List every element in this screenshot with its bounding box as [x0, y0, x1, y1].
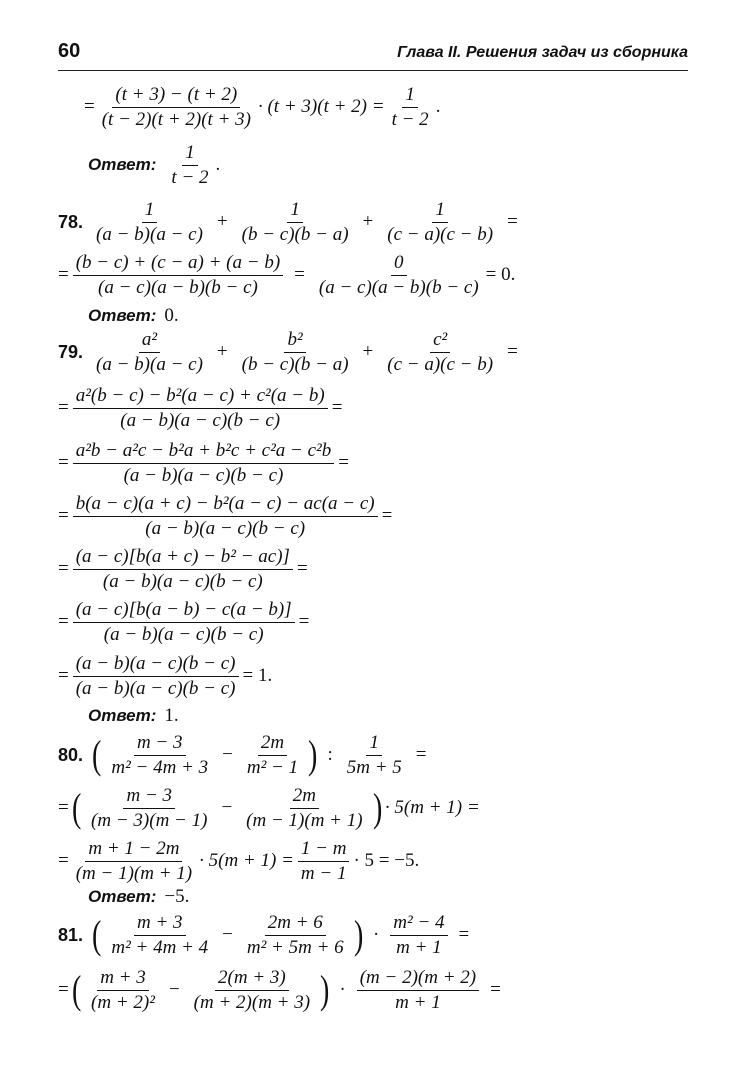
running-title: Глава II. Решения задач из сборника [397, 44, 688, 61]
numerator: (m − 2)(m + 2) [357, 968, 479, 991]
numerator: 1 [287, 200, 303, 223]
equals-sign: = [507, 341, 518, 363]
fraction [73, 441, 335, 486]
fraction [344, 733, 405, 778]
problem-78-line-2 [58, 253, 515, 298]
numerator: a²(b − c) − b²(a − c) + c²(a − b) [73, 386, 328, 409]
fraction [298, 839, 350, 884]
step-tail: = [298, 611, 310, 633]
numerator: m² − 4 [390, 913, 447, 936]
plus-sign: + [216, 211, 228, 233]
step-79-4 [58, 547, 308, 592]
right-paren: ) [320, 967, 330, 1013]
denominator: m² − 4m + 3 [111, 756, 209, 778]
page-header [58, 36, 688, 71]
denominator: m − 1 [300, 862, 347, 884]
equals-sign: = [58, 452, 69, 474]
right-paren: ) [308, 732, 318, 778]
period: . [215, 154, 221, 176]
numerator: m + 3 [134, 913, 186, 936]
equals-sign: = [58, 797, 69, 819]
denominator: (b − c)(b − a) [241, 353, 349, 375]
denominator: (t − 2)(t + 2)(t + 3) [101, 108, 251, 130]
equals-sign: = [58, 979, 69, 1001]
page-number: 60 [58, 40, 81, 62]
equals-sign: = [507, 211, 518, 233]
fraction [243, 786, 365, 831]
equals-sign: = [294, 264, 305, 286]
denominator: (m + 2)² [91, 991, 155, 1013]
step-tail: = [381, 505, 393, 527]
fraction [244, 913, 347, 958]
numerator: 2m [290, 786, 319, 809]
fraction [316, 253, 482, 298]
fraction [88, 968, 158, 1013]
step-tail: = [331, 397, 343, 419]
denominator: (m − 1)(m + 1) [246, 809, 363, 831]
denominator: 5m + 5 [346, 756, 402, 778]
fraction [99, 85, 254, 130]
fraction [88, 786, 210, 831]
equals-sign: = [58, 264, 69, 286]
fraction [73, 839, 195, 884]
numerator: b(a − c)(a + c) − b²(a − c) − ac(a − c) [73, 494, 378, 517]
denominator: (c − a)(c − b) [387, 353, 494, 375]
expression-text: · 5(m + 1) = [384, 797, 480, 819]
problem-80-line-3 [58, 839, 419, 884]
denominator: m² − 1 [246, 756, 299, 778]
answer-78 [88, 305, 179, 327]
step-79-2 [58, 441, 349, 486]
numerator: b² [284, 330, 305, 353]
answer-value: 1. [164, 705, 179, 726]
answer-label: Ответ: [88, 306, 157, 325]
problem-81-line-1 [58, 913, 476, 958]
problem-number: 78. [58, 211, 84, 232]
answer-80 [88, 886, 189, 908]
answer-value: 0. [164, 305, 179, 326]
equals-sign: = [58, 665, 69, 687]
fraction [191, 968, 313, 1013]
problem-number: 81. [58, 924, 84, 945]
problem-78-line-1 [58, 200, 525, 245]
right-paren: ) [353, 912, 363, 958]
denominator: (a − b)(a − c)(b − c) [103, 623, 264, 645]
denominator: (m − 1)(m + 1) [75, 862, 193, 884]
numerator: 2m + 6 [265, 913, 326, 936]
equals-sign: = [84, 96, 95, 118]
fraction [93, 200, 206, 245]
left-paren: ( [92, 912, 102, 958]
denominator: (a − c)(a − b)(b − c) [318, 276, 479, 298]
answer-value: −5. [164, 886, 190, 907]
problem-number: 79. [58, 341, 84, 362]
numerator: 0 [391, 253, 407, 276]
numerator: 1 − m [298, 839, 350, 862]
minus-sign: − [168, 979, 180, 1001]
fraction [239, 330, 352, 375]
fraction [73, 654, 239, 699]
plus-sign: + [216, 341, 228, 363]
answer-79 [88, 705, 179, 727]
numerator: (b − c) + (c − a) + (a − b) [73, 253, 283, 276]
step-79-6 [58, 654, 272, 699]
denominator: (a − b)(a − c)(b − c) [120, 409, 281, 431]
problem-80-line-1 [58, 733, 433, 778]
step-tail: = [296, 558, 308, 580]
denominator: m + 1 [395, 991, 441, 1013]
fraction [357, 968, 479, 1013]
equals-sign: = [490, 979, 501, 1001]
fraction [108, 913, 211, 958]
colon-sign: : [327, 744, 333, 766]
numerator: (a − c)[b(a + c) − b² − ac)] [73, 547, 293, 570]
result-text: = 0. [485, 264, 516, 286]
fraction [73, 494, 378, 539]
equals-sign: = [58, 850, 69, 872]
fraction [108, 733, 211, 778]
denominator: (a − b)(a − c) [96, 223, 203, 245]
fraction [168, 143, 211, 188]
numerator: (a − c)[b(a − b) − c(a − b)] [73, 600, 295, 623]
equals-sign: = [458, 924, 470, 946]
left-paren: ( [71, 967, 82, 1013]
equals-sign: = [58, 558, 69, 580]
equals-sign: = [58, 505, 69, 527]
fraction [73, 547, 293, 592]
fraction [73, 386, 328, 431]
fraction [384, 200, 496, 245]
fraction [244, 733, 301, 778]
answer-label: Ответ: [88, 155, 157, 175]
equals-sign: = [58, 611, 69, 633]
fraction [390, 913, 447, 958]
numerator: 1 [366, 733, 382, 756]
minus-sign: − [221, 797, 233, 819]
right-paren: ) [372, 785, 382, 831]
minus-sign: − [222, 744, 233, 766]
expression-text: · 5(m + 1) = [199, 850, 294, 872]
numerator: 2m [258, 733, 287, 756]
denominator: (c − a)(c − b) [387, 223, 494, 245]
fraction [384, 330, 496, 375]
equals-sign: = [415, 744, 427, 766]
denominator: (a − b)(a − c)(b − c) [145, 517, 306, 539]
numerator: a² [139, 330, 160, 353]
numerator: (a − b)(a − c)(b − c) [73, 654, 239, 677]
denominator: t − 2 [391, 108, 429, 130]
numerator: a²b − a²c − b²a + b²c + c²a − c²b [73, 441, 335, 464]
result-text: · 5 = −5. [353, 850, 420, 872]
denominator: (m − 3)(m − 1) [91, 809, 208, 831]
numerator: (t + 3) − (t + 2) [112, 85, 240, 108]
fraction [73, 600, 295, 645]
denominator: (a − b)(a − c)(b − c) [123, 464, 284, 486]
left-paren: ( [92, 732, 102, 778]
problem-number: 80. [58, 744, 84, 765]
denominator: m² + 5m + 6 [246, 936, 344, 958]
answer-label: Ответ: [88, 887, 157, 906]
denominator: m + 1 [396, 936, 442, 958]
expression-text: · (t + 3)(t + 2) = [257, 96, 385, 118]
minus-sign: − [222, 924, 233, 946]
period: . [435, 96, 441, 118]
numerator: m − 3 [123, 786, 175, 809]
answer-label: Ответ: [88, 706, 157, 725]
numerator: 1 [142, 200, 158, 223]
problem-80-line-2 [58, 786, 480, 831]
step-tail: = [338, 452, 349, 474]
numerator: m + 3 [97, 968, 149, 991]
step-79-1 [58, 386, 342, 431]
denominator: (b − c)(b − a) [241, 223, 349, 245]
denominator: m² + 4m + 4 [111, 936, 209, 958]
step-79-5 [58, 600, 309, 645]
denominator: t − 2 [171, 166, 209, 188]
fraction [93, 330, 206, 375]
numerator: m + 1 − 2m [85, 839, 182, 862]
fraction [73, 253, 283, 298]
left-paren: ( [71, 785, 82, 831]
denominator: (a − b)(a − c) [96, 353, 203, 375]
denominator: (a − b)(a − c)(b − c) [102, 570, 263, 592]
plus-sign: + [362, 211, 374, 233]
numerator: 2(m + 3) [215, 968, 289, 991]
step-79-3 [58, 494, 392, 539]
dot-sign: · [372, 924, 380, 946]
answer-77 [88, 143, 220, 188]
fraction [389, 85, 432, 130]
numerator: 1 [432, 200, 448, 223]
plus-sign: + [362, 341, 374, 363]
numerator: 1 [182, 143, 198, 166]
dot-sign: · [339, 979, 346, 1001]
problem-79-line-1 [58, 330, 525, 375]
step-tail: = 1. [242, 665, 273, 687]
continuation-line [84, 85, 440, 130]
equals-sign: = [58, 397, 69, 419]
denominator: (a − b)(a − c)(b − c) [75, 677, 236, 699]
denominator: (a − c)(a − b)(b − c) [98, 276, 258, 298]
fraction [239, 200, 352, 245]
problem-81-line-2 [58, 968, 508, 1013]
denominator: (m + 2)(m + 3) [193, 991, 311, 1013]
numerator: c² [430, 330, 450, 353]
numerator: m − 3 [134, 733, 186, 756]
numerator: 1 [402, 85, 418, 108]
